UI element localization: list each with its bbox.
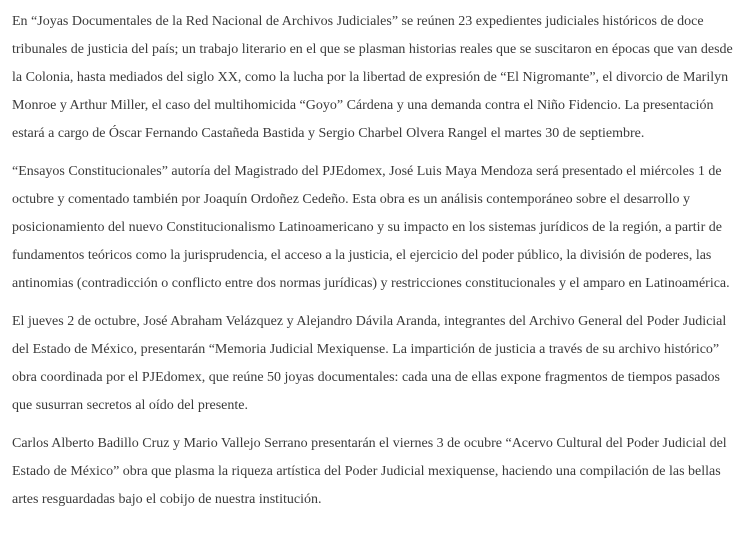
paragraph-acervo-cultural: Carlos Alberto Badillo Cruz y Mario Vallejo Serrano presentarán el viernes 3 de ocubre “Acervo Cultural del Poder Judicial del Estado de México” obra que plasma la riqueza artística del Poder Judicial mexiquense, haciendo una compilación de las bellas artes resguardadas bajo el cobijo de nuestra institución. <box>12 436 727 507</box>
paragraph-ensayos-constitucionales: “Ensayos Constitucionales” autoría del Magistrado del PJEdomex, José Luis Maya Mendoza será presentado el miércoles 1 de octubre y comentado también por Joaquín Ordoñez Cedeño. Esta obra es un análisis contemporáneo sobre el desarrollo y posicionamiento del nuevo Constitucionalismo Latinoamericano y su impacto en los sistemas jurídicos de la región, a partir de fundamentos teóricos como la jurisprudencia, el acceso a la justicia, el ejercicio del poder público, la división de poderes, las antinomias (contradicción o conflicto entre dos normas jurídicas) y restricciones constitucionales y el amparo en Latinoamérica. <box>12 164 730 291</box>
paragraph-joyas-documentales: En “Joyas Documentales de la Red Nacional de Archivos Judiciales” se reúnen 23 expedientes judiciales históricos de doce tribunales de justicia del país; un trabajo literario en el que se plasman historias reales que se suscitaron en épocas que van desde la Colonia, hasta mediados del siglo XX, como la lucha por la libertad de expresión de “El Nigromante”, el divorcio de Marilyn Monroe y Arthur Miller, el caso del multihomicida “Goyo” Cárdena y una demanda contra el Niño Fidencio. La presentación estará a cargo de Óscar Fernando Castañeda Bastida y Sergio Charbel Olvera Rangel el martes 30 de septiembre. <box>12 14 733 141</box>
paragraph-memoria-judicial: El jueves 2 de octubre, José Abraham Velázquez y Alejandro Dávila Aranda, integrantes del Archivo General del Poder Judicial del Estado de México, presentarán “Memoria Judicial Mexiquense. La impartición de justicia a través de su archivo histórico” obra coordinada por el PJEdomex, que reúne 50 joyas documentales: cada una de ellas expone fragmentos de tiempos pasados que susurran secretos al oído del presente. <box>12 314 727 413</box>
